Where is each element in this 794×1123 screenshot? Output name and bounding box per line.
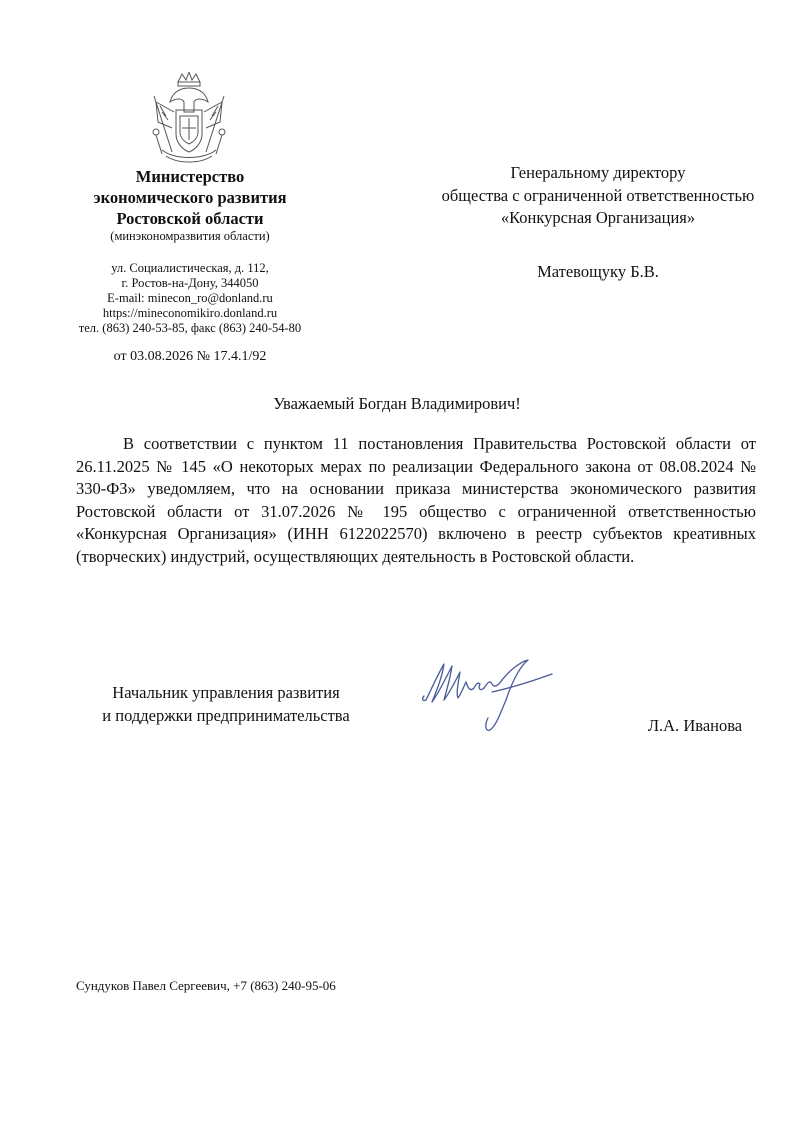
- address-street: ул. Социалистическая, д. 112,: [111, 261, 269, 275]
- ministry-name-line: Ростовской области: [116, 209, 264, 228]
- recipient-line: общества с ограниченной ответственностью: [441, 185, 755, 205]
- recipient-block: [398, 162, 794, 230]
- ministry-short-name: (минэкономразвития области): [110, 229, 270, 243]
- salutation: Уважаемый Богдан Владимирович!: [273, 394, 521, 413]
- contact-person: Сундуков Павел Сергеевич, +7 (863) 240-95-06: [76, 978, 336, 993]
- recipient-name: Матевощуку Б.В.: [537, 262, 659, 281]
- document-reference: от 03.08.2026 № 17.4.1/92: [113, 349, 267, 364]
- email-address: E-mail: minecon_ro@donland.ru: [107, 291, 273, 305]
- address-city: г. Ростов-на-Дону, 344050: [121, 276, 259, 290]
- signer-title: [66, 682, 386, 727]
- ministry-name-line: экономического развития: [93, 188, 287, 207]
- signer-name: Л.А. Иванова: [647, 716, 743, 735]
- ministry-address: [40, 261, 340, 336]
- coat-of-arms-icon: [148, 72, 230, 164]
- phone-fax: тел. (863) 240-53-85, факс (863) 240-54-80: [78, 321, 302, 335]
- recipient-line: «Конкурсная Организация»: [500, 208, 696, 227]
- handwritten-signature: [420, 652, 560, 737]
- signer-title-line: и поддержки предпринимательства: [102, 705, 350, 725]
- ministry-name: [60, 166, 320, 229]
- ministry-name-line: Министерство: [135, 167, 245, 186]
- recipient-line: Генеральному директору: [510, 163, 686, 182]
- letter-body: В соответствии с пунктом 11 постановления Правительства Ростовской области от 26.11.2025 № 145 «О некоторых мерах по реализации Федерального закона от 08.08.2024 № 330-ФЗ» уведомляем, что на основании приказа министерства экономического развития Ростовской области от 31.07.2026 № 195 общество с ограниченной ответственностью «Конкурсная Организация» (ИНН 6122022570) включено в реестр субъектов креативных (творческих) индустрий, осуществляющих деятельность в Ростовской области.: [76, 434, 756, 566]
- signer-title-line: Начальник управления развития: [112, 683, 340, 702]
- website-address: https://mineconomikiro.donland.ru: [102, 306, 278, 320]
